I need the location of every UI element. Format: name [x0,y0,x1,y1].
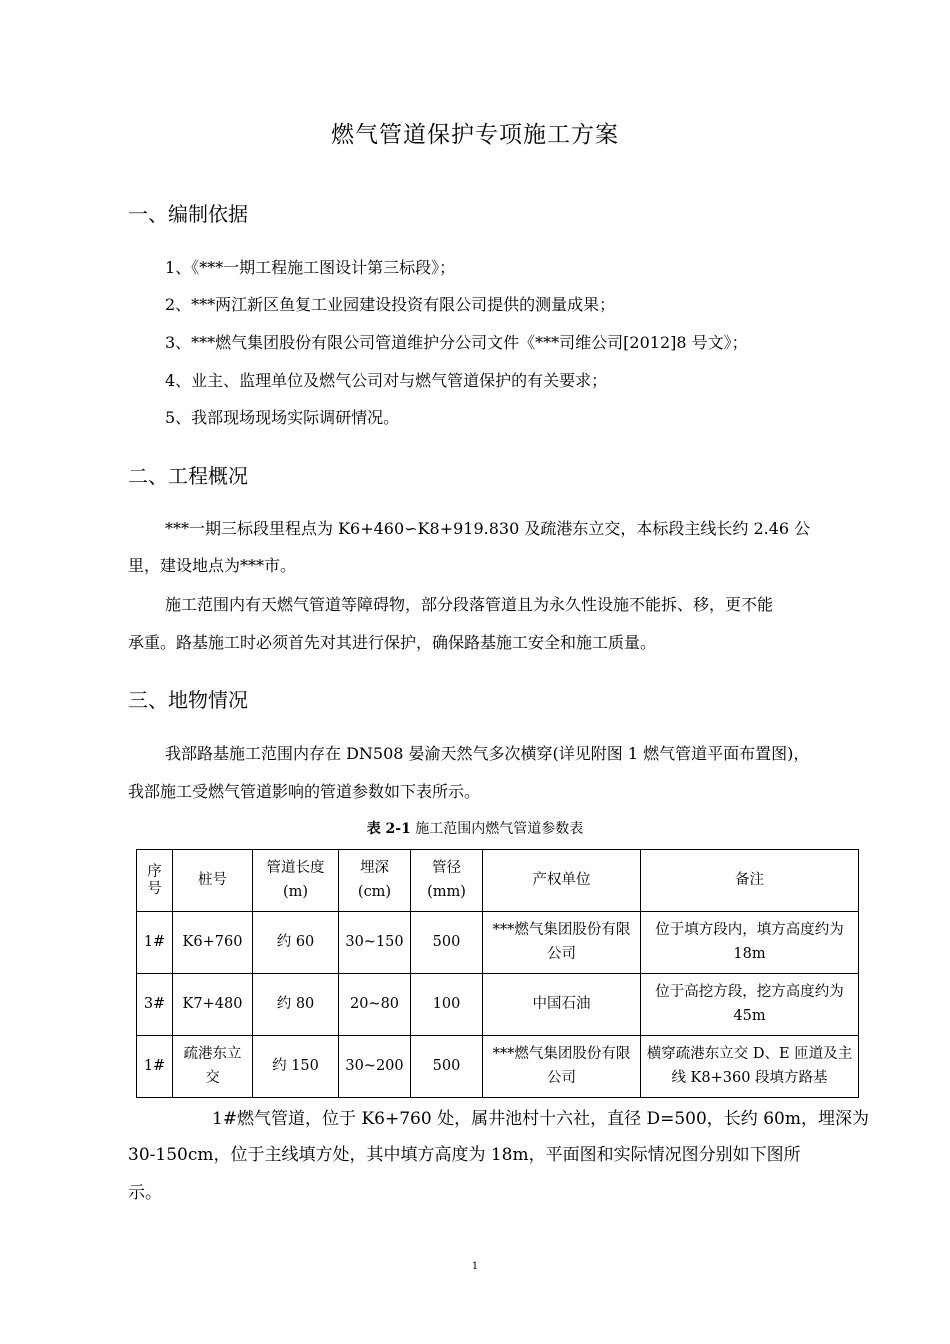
basis-item-5: 5、我部现场现场实际调研情况。 [165,408,400,427]
document-title: 燃气管道保护专项施工方案 [331,122,619,148]
section-heading-ground: 三、地物情况 [128,688,248,712]
section-heading-basis: 一、编制依据 [128,202,248,226]
cell-station: 疏港东立交 [173,1036,253,1098]
cell-remark: 位于高挖方段，挖方高度约为 45m [641,974,859,1036]
cell-remark: 横穿疏港东立交 D、E 匝道及主线 K8+360 段填方路基 [641,1036,859,1098]
pipeline-params-table [136,849,859,1098]
table-caption-text: 施工范围内燃气管道参数表 [410,821,584,837]
cell-remark: 位于填方段内，填方高度约为 18m [641,912,859,974]
table-row [137,974,859,1036]
table-row [137,1036,859,1098]
table-row [137,912,859,974]
cell-owner: 中国石油 [483,974,641,1036]
page-number: 1 [471,1261,479,1272]
header-length: 管道长度(m) [253,850,339,912]
basis-item-1: 1、《***一期工程施工图设计第三标段》； [165,258,456,277]
table-caption [0,818,950,838]
table-header-row [137,850,859,912]
header-depth: 埋深(cm) [339,850,411,912]
cell-station: K6+760 [173,912,253,974]
cell-owner: ***燃气集团股份有限公司 [483,1036,641,1098]
cell-depth: 30~200 [339,1036,411,1098]
cell-diameter: 100 [411,974,483,1036]
cell-owner: ***燃气集团股份有限公司 [483,912,641,974]
cell-length: 约 150 [253,1036,339,1098]
table-caption-label: 表 2-1 [366,821,411,837]
cell-depth: 20~80 [339,974,411,1036]
ground-line-1: 我部路基施工范围内存在 DN508 晏渝天然气多次横穿(详见附图 1 燃气管道平面布置图)， [165,744,810,763]
after-table-line-3: 示。 [128,1183,162,1203]
cell-seq: 1# [137,1036,173,1098]
header-station: 桩号 [173,850,253,912]
overview-line-3: 施工范围内有天燃气管道等障碍物，部分段落管道且为永久性设施不能拆、移，更不能 [165,595,774,614]
basis-item-2: 2、***两江新区鱼复工业园建设投资有限公司提供的测量成果； [165,295,616,314]
header-seq: 序号 [137,850,173,912]
cell-length: 约 60 [253,912,339,974]
after-table-line-2: 30-150cm，位于主线填方处，其中填方高度为 18m，平面图和实际情况图分别如下图所 [128,1145,801,1165]
header-diameter: 管径(mm) [411,850,483,912]
overview-line-2: 里，建设地点为***市。 [128,556,297,575]
cell-depth: 30~150 [339,912,411,974]
basis-item-3: 3、***燃气集团股份有限公司管道维护分公司文件《***司维公司[2012]8 号文》； [165,333,748,352]
basis-item-4: 4、业主、监理单位及燃气公司对与燃气管道保护的有关要求； [165,371,608,390]
header-remark: 备注 [641,850,859,912]
cell-seq: 1# [137,912,173,974]
overview-line-1: ***一期三标段里程点为 K6+460∽K8+919.830 及疏港东立交，本标段主线长约 2.46 公 [165,519,811,538]
after-table-line-1: 1#燃气管道，位于 K6+760 处，属井池村十六社，直径 D=500，长约 60m，埋深为 [212,1109,869,1129]
cell-diameter: 500 [411,912,483,974]
cell-station: K7+480 [173,974,253,1036]
header-owner: 产权单位 [483,850,641,912]
cell-diameter: 500 [411,1036,483,1098]
overview-line-4: 承重。路基施工时必须首先对其进行保护，确保路基施工安全和施工质量。 [128,633,657,652]
cell-seq: 3# [137,974,173,1036]
ground-line-2: 我部施工受燃气管道影响的管道参数如下表所示。 [128,782,481,801]
section-heading-overview: 二、工程概况 [128,464,248,488]
cell-length: 约 80 [253,974,339,1036]
